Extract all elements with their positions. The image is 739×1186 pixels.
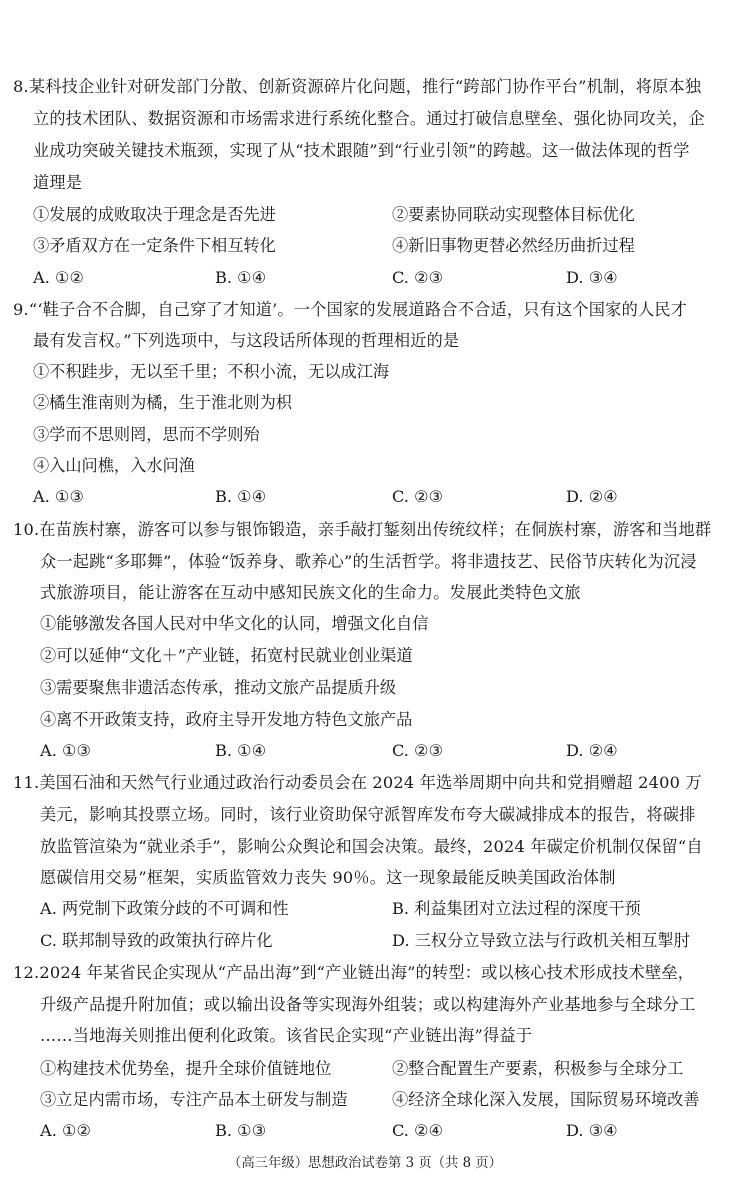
question-12-statement-2: ②整合配置生产要素，积极参与全球分工 [392, 1059, 684, 1078]
question-11-choice-c[interactable]: C. 联邦制导致的政策执行碎片化 [40, 931, 273, 950]
question-8-statement-3: ③矛盾双方在一定条件下相互转化 [33, 236, 276, 255]
question-10-choice-d[interactable]: D. ②④ [566, 741, 618, 760]
question-11-stem-line-2: 美元，影响其投票立场。同时，该行业资助保守派智库发布夸大碳减排成本的报告，将碳排 [40, 805, 696, 824]
question-12-choice-b[interactable]: B. ①③ [215, 1121, 267, 1140]
question-8-stem-line-2: 立的技术团队、数据资源和市场需求进行系统化整合。通过打破信息壁垒、强化协同攻关，企 [33, 109, 705, 128]
question-10-stem-line-1: 10.在苗族村寨，游客可以参与银饰锻造，亲手敲打錾刻出传统纹样；在侗族村寨，游客和当地群 [13, 520, 712, 539]
page-footer: （高三年级）思想政治试卷第 3 页（共 8 页） [228, 1155, 502, 1171]
question-8-statement-1: ①发展的成败取决于理念是否先进 [33, 205, 276, 224]
question-12-statement-4: ④经济全球化深入发展，国际贸易环境改善 [392, 1090, 700, 1109]
question-12-statement-3: ③立足内需市场，专注产品本土研发与制造 [40, 1090, 348, 1109]
question-8-stem-line-4: 道理是 [33, 173, 83, 192]
question-8-stem-line-1: 8.某科技企业针对研发部门分散、创新资源碎片化问题，推行“跨部门协作平台”机制，将原本独 [13, 77, 702, 96]
question-9-choice-b[interactable]: B. ①④ [215, 487, 267, 506]
question-11-stem-line-4: 愿碳信用交易”框架，实质监管效力丧失 90％。这一现象最能反映美国政治体制 [40, 868, 616, 887]
question-12-statement-1: ①构建技术优势垒，提升全球价值链地位 [40, 1059, 332, 1078]
question-11-choice-d[interactable]: D. 三权分立导致立法与行政机关相互掣肘 [392, 931, 690, 950]
question-9-choice-a[interactable]: A. ①③ [33, 487, 85, 506]
question-8-stem-line-3: 业成功突破关键技术瓶颈，实现了从“技术跟随”到“行业引领”的跨越。这一做法体现的哲学 [33, 141, 690, 160]
question-8-choice-c[interactable]: C. ②③ [392, 268, 444, 287]
question-11-choice-a[interactable]: A. 两党制下政策分歧的不可调和性 [40, 899, 289, 918]
question-12-choice-c[interactable]: C. ②④ [392, 1121, 444, 1140]
question-9-stem-line-2: 最有发言权。”下列选项中，与这段话所体现的哲理相近的是 [33, 331, 460, 350]
question-11-stem-line-3: 放监管渲染为“就业杀手”，影响公众舆论和国会决策。最终，2024 年碳定价机制仅保留“自 [40, 837, 703, 856]
question-10-statement-3: ③需要聚焦非遗活态传承，推动文旅产品提质升级 [40, 678, 397, 697]
question-9-statement-1: ①不积跬步，无以至千里；不积小流，无以成江海 [33, 362, 390, 381]
question-12-choice-a[interactable]: A. ①② [40, 1121, 92, 1140]
question-8-choice-d[interactable]: D. ③④ [566, 268, 618, 287]
question-12-choice-d[interactable]: D. ③④ [566, 1121, 618, 1140]
question-12-stem-line-3: ……当地海关则推出便利化政策。该省民企实现“产业链出海”得益于 [40, 1026, 533, 1045]
question-9-choice-d[interactable]: D. ②④ [566, 487, 618, 506]
question-9-statement-3: ③学而不思则罔，思而不学则殆 [33, 425, 260, 444]
question-11-stem-line-1: 11.美国石油和天然气行业通过政治行动委员会在 2024 年选举周期中向共和党捐赠超 2400 万 [13, 773, 702, 792]
question-9-statement-2: ②橘生淮南则为橘，生于淮北则为枳 [33, 393, 292, 412]
question-11-choice-b[interactable]: B. 利益集团对立法过程的深度干预 [392, 899, 641, 918]
question-10-statement-2: ②可以延伸“文化＋”产业链，拓宽村民就业创业渠道 [40, 646, 413, 665]
question-10-stem-line-2: 众一起跳“多耶舞”，体验“饭养身、歌养心”的生活哲学。将非遗技艺、民俗节庆转化为沉浸 [40, 552, 697, 571]
question-8-choice-a[interactable]: A. ①② [33, 268, 85, 287]
question-10-stem-line-3: 式旅游项目，能让游客在互动中感知民族文化的生命力。发展此类特色文旅 [40, 583, 581, 602]
question-10-choice-a[interactable]: A. ①③ [40, 741, 92, 760]
question-10-choice-c[interactable]: C. ②③ [392, 741, 444, 760]
question-8-statement-4: ④新旧事物更替必然经历曲折过程 [392, 236, 635, 255]
question-8-statement-2: ②要素协同联动实现整体目标优化 [392, 205, 635, 224]
question-12-stem-line-2: 升级产品提升附加值；或以输出设备等实现海外组装；或以构建海外产业基地参与全球分工 [40, 995, 696, 1014]
question-10-choice-b[interactable]: B. ①④ [215, 741, 267, 760]
question-10-statement-1: ①能够激发各国人民对中华文化的认同，增强文化自信 [40, 614, 429, 633]
question-9-choice-c[interactable]: C. ②③ [392, 487, 444, 506]
question-9-stem-line-1: 9.“‘鞋子合不合脚，自己穿了才知道’。一个国家的发展道路合不合适，只有这个国家的人民才 [13, 300, 688, 319]
question-9-statement-4: ④入山问樵，入水问渔 [33, 456, 195, 475]
question-8-choice-b[interactable]: B. ①④ [215, 268, 267, 287]
question-10-statement-4: ④离不开政策支持，政府主导开发地方特色文旅产品 [40, 710, 413, 729]
question-12-stem-line-1: 12.2024 年某省民企实现从“产品出海”到“产业链出海”的转型：或以核心技术形成技术壁垒， [13, 963, 695, 982]
